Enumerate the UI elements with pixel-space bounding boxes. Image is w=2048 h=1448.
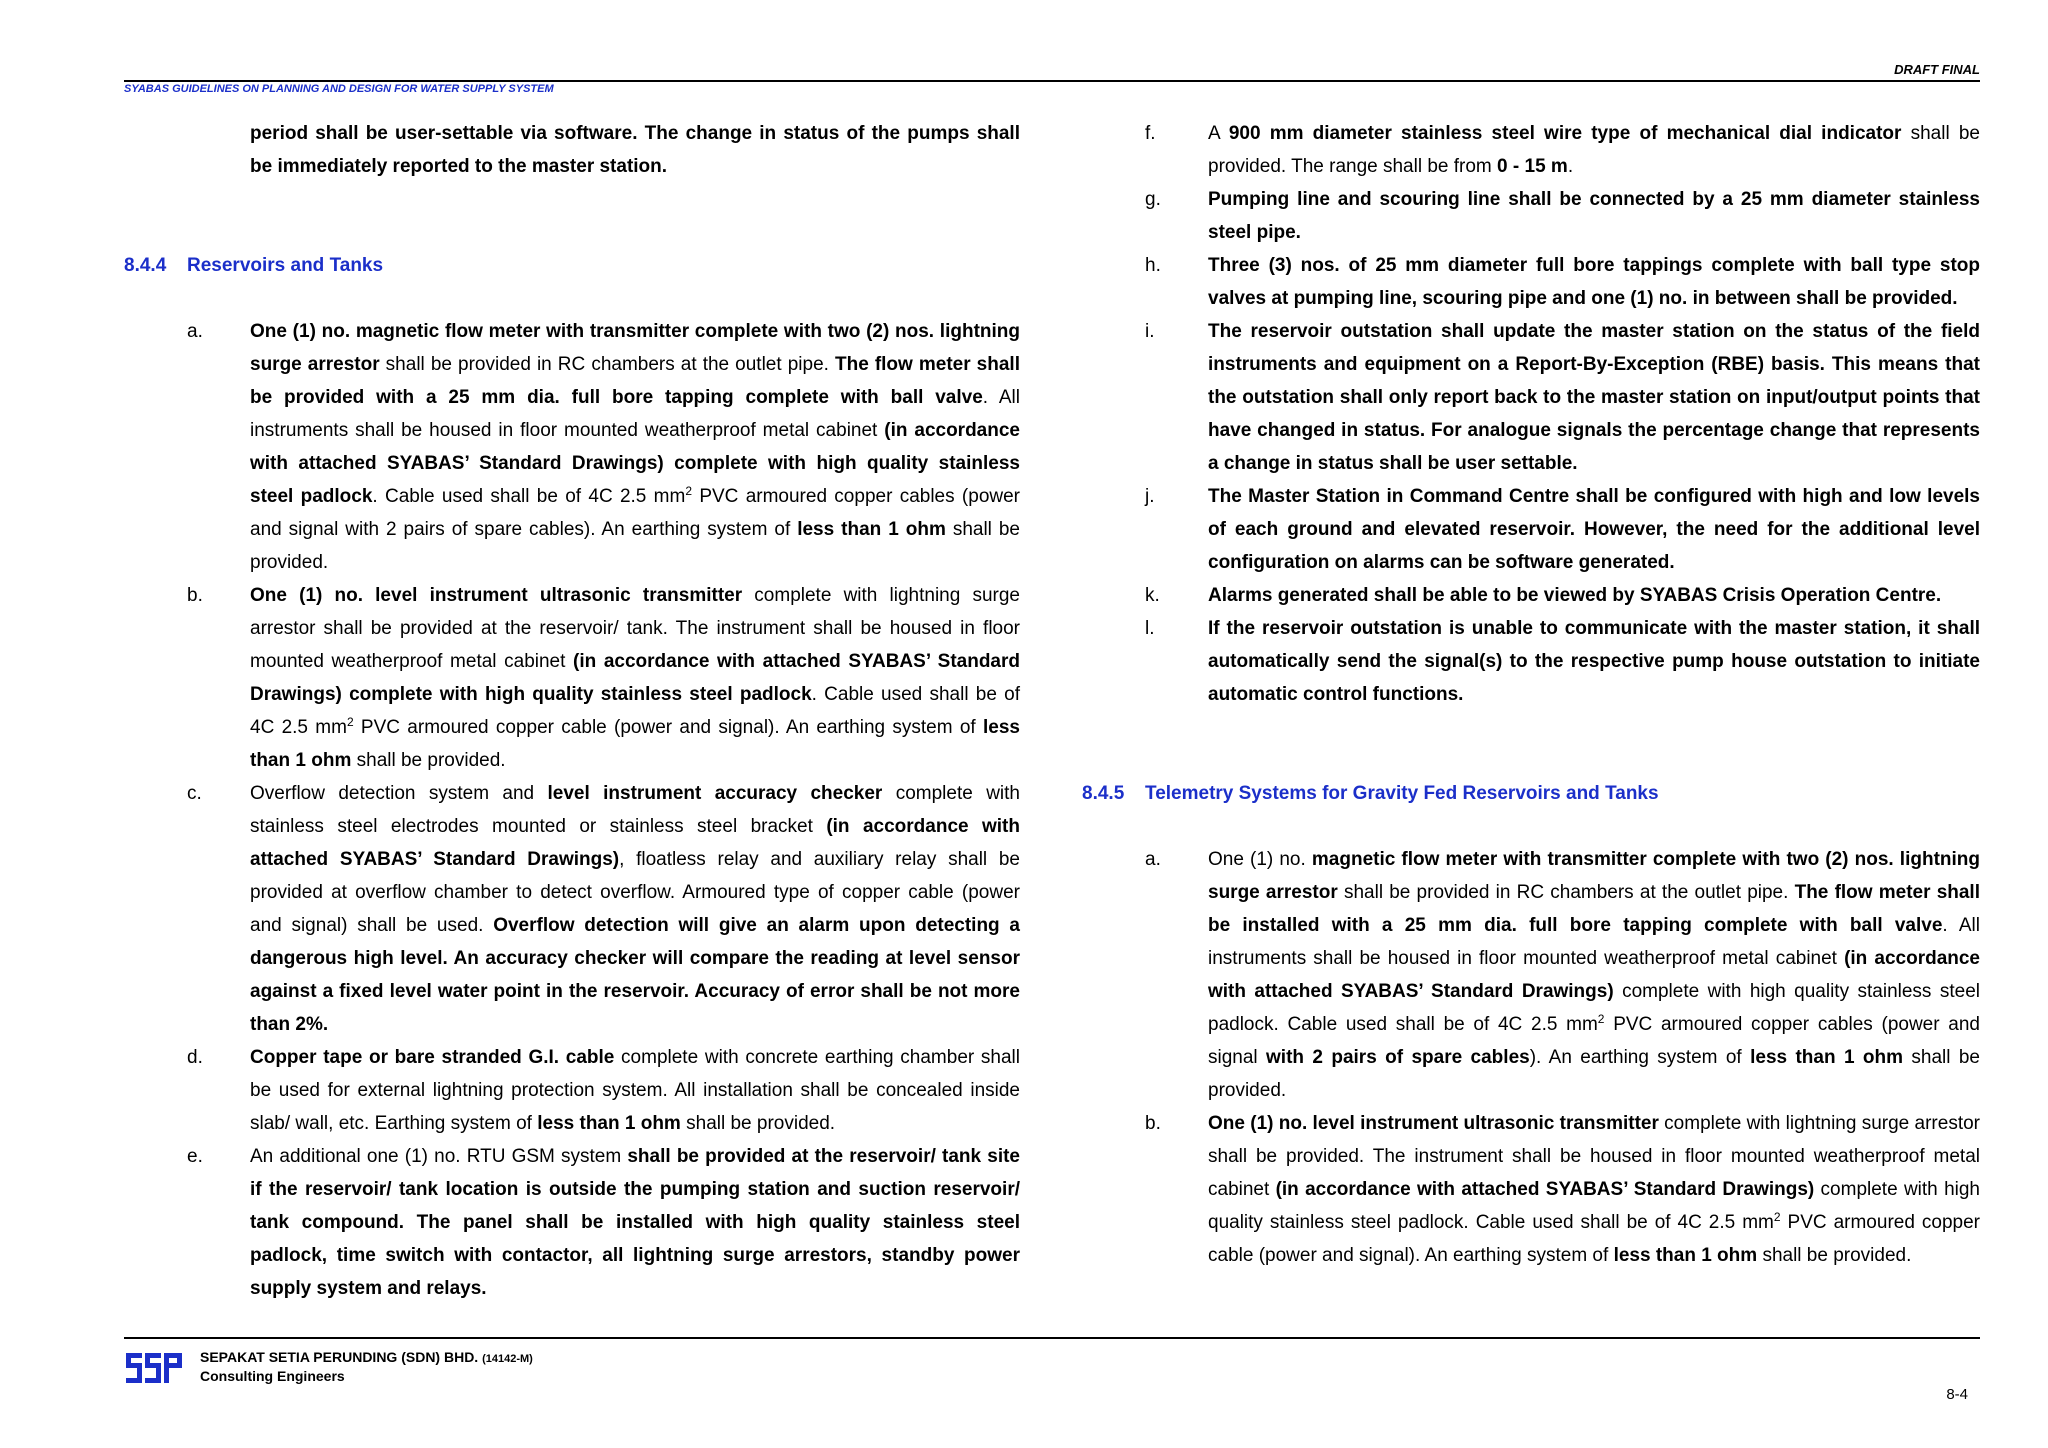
list-item-body [250,315,1020,579]
list-item [1082,843,1980,1107]
list-item [124,579,1020,777]
list-item [1082,249,1980,315]
text: . All instruments shall be housed in floor mounted weatherproof metal cabinet [1208,915,1980,969]
list-item-label: g. [1145,189,1161,210]
bold-text: Alarms generated shall be able to be viewed by SYABAS Crisis Operation Centre. [1208,585,1942,606]
superscript: 2 [685,484,693,498]
list-item-label: e. [187,1146,203,1167]
list-item-body [1208,612,1980,711]
telemetry-items-list [1082,843,1980,1272]
list-item-label: h. [1145,255,1161,276]
continuation-paragraph [124,117,1020,183]
bold-text: (in accordance with attached SYABAS’ Standard Drawings) complete with high quality stainless steel padlock [250,420,1020,507]
bold-text: with 2 pairs of spare cables [1266,1047,1530,1068]
draft-status-label: DRAFT FINAL [1894,62,1980,77]
text: complete with stainless steel electrodes mounted or stainless steel bracket [250,783,1020,837]
list-item [124,1140,1020,1305]
superscript: 2 [346,715,354,729]
text: A [1208,123,1229,144]
section-number: 8.4.5 [1082,783,1125,804]
document-title: SYABAS GUIDELINES ON PLANNING AND DESIGN FOR WATER SUPPLY SYSTEM [124,83,554,95]
list-item-body [1208,117,1980,183]
text: complete with lightning surge arrestor shall be provided. The instrument shall be housed in floor mounted weatherproof metal cabinet [1208,1113,1980,1200]
text: PVC armoured copper cables (power and signal with 2 pairs of spare cables). An earthing system of [250,486,1021,540]
list-item-label: a. [1145,849,1161,870]
bold-text: The Master Station in Command Centre shall be configured with high and low levels of each ground and elevated reservoir. However, the need for the additional level configuration on alarms can be software generated. [1208,486,1980,573]
section-heading-8-4-5 [1082,777,1980,810]
text: ). An earthing system of [1529,1047,1751,1068]
text: . [1567,156,1574,177]
list-item-label: l. [1145,618,1155,639]
bold-text: One (1) no. magnetic flow meter with transmitter complete with two (2) nos. lightning surge arrestor [250,321,1020,375]
bold-text: less than 1 ohm [797,519,946,540]
bold-text: less than 1 ohm [1750,1047,1903,1068]
bold-text: Overflow detection will give an alarm upon detecting a dangerous high level. An accuracy checker will compare the reading at level sensor against a fixed level water point in the reservoir. Accuracy of error shall be not more than 2%. [250,915,1020,1035]
superscript: 2 [1773,1210,1781,1224]
bold-text: One (1) no. level instrument ultrasonic transmitter [250,585,743,606]
reservoir-items-list [124,315,1020,1305]
list-item-label: f. [1145,123,1156,144]
list-item [1082,117,1980,183]
list-item [1082,480,1980,579]
bold-text: 900 mm diameter stainless steel wire type of mechanical dial indicator [1228,123,1902,144]
list-item-body [1208,315,1980,480]
list-item-label: b. [187,585,203,606]
section-number: 8.4.4 [124,255,167,276]
text: complete with concrete earthing chamber shall be used for external lightning protection system. All installation shall be concealed inside slab/ wall, etc. Earthing system of [250,1047,1020,1134]
text: complete with high quality stainless steel padlock. Cable used shall be of 4C 2.5 mm [1208,981,1980,1035]
text: Overflow detection system and [250,783,548,804]
bold-text: One (1) no. level instrument ultrasonic transmitter [1208,1113,1659,1134]
list-item-label: b. [1145,1113,1161,1134]
header-rule [124,80,1980,82]
text: . Cable used shall be of 4C 2.5 mm [250,684,1020,738]
list-item-body [1208,1107,1980,1272]
list-item [124,777,1020,1041]
text: PVC armoured copper cable (power and signal). An earthing system of [353,717,983,738]
text: PVC armoured copper cable (power and signal). An earthing system of [1208,1212,1980,1266]
bold-text: shall be provided at the reservoir/ tank site if the reservoir/ tank location is outside the pumping station and suction reservoir/ tank compound. The panel shall be installed with high quality stainless steel padlock, time switch with contactor, all lightning surge arrestors, standby power supply system and relays. [250,1146,1020,1299]
text: One (1) no. [1208,849,1312,870]
bold-text: less than 1 ohm [537,1113,681,1134]
list-item-body [250,1140,1020,1305]
bold-text: The reservoir outstation shall update the master station on the status of the field instruments and equipment on a Report-By-Exception (RBE) basis. This means that the outstation shall only report back to the master station on input/output points that have changed in status. For analogue signals the percentage change that represents a change in status shall be user settable. [1208,321,1980,474]
bold-text: less than 1 ohm [250,717,1020,771]
text: . Cable used shall be of 4C 2.5 mm [372,486,686,507]
text: shall be provided. [250,519,1020,573]
section-heading-8-4-4 [124,249,1020,282]
list-item-body [1208,843,1980,1107]
list-item [1082,1107,1980,1272]
company-name-text: SEPAKAT SETIA PERUNDING (SDN) BHD. [200,1349,479,1365]
text: . All instruments shall be housed in floor mounted weatherproof metal cabinet [250,387,1020,441]
list-item [1082,612,1980,711]
right-column [1082,117,1980,1272]
list-item [1082,183,1980,249]
bold-text: 0 - 15 m [1497,156,1568,177]
text: shall be provided. The range shall be from [1208,123,1980,177]
text: shall be provided in RC chambers at the outlet pipe. [1337,882,1795,903]
section-title: Telemetry Systems for Gravity Fed Reservoirs and Tanks [1145,783,1659,804]
list-item-body [250,777,1020,1041]
company-subtitle: Consulting Engineers [200,1368,345,1384]
text: complete with lightning surge arrestor shall be provided at the reservoir/ tank. The instrument shall be housed in floor mounted weatherproof metal cabinet [250,585,1020,672]
ssp-logo-icon [124,1349,184,1389]
text: , floatless relay and auxiliary relay shall be provided at overflow chamber to detect overflow. Armoured type of copper cable (power and signal) shall be used. [250,849,1020,936]
bold-text: Copper tape or bare stranded G.I. cable [250,1047,615,1068]
bold-text: The flow meter shall be installed with a 25 mm dia. full bore tapping complete with ball valve [1208,882,1980,936]
list-item-body [250,1041,1020,1140]
list-item [124,315,1020,579]
text: shall be provided. [680,1113,836,1134]
list-item-body [250,579,1020,777]
list-item-body [1208,579,1980,612]
bold-text: (in accordance with attached SYABAS’ Standard Drawings) [250,816,1020,870]
bold-text: magnetic flow meter with transmitter complete with two (2) nos. lightning surge arrestor [1208,849,1980,903]
bold-text: Pumping line and scouring line shall be connected by a 25 mm diameter stainless steel pipe. [1208,189,1980,243]
list-item-label: i. [1145,321,1155,342]
text: An additional one (1) no. RTU GSM system [250,1146,628,1167]
list-item-label: a. [187,321,203,342]
list-item-label: j. [1145,486,1155,507]
bold-text: level instrument accuracy checker [547,783,883,804]
bold-text: Three (3) nos. of 25 mm diameter full bore tappings complete with ball type stop valves at pumping line, scouring pipe and one (1) no. in between shall be provided. [1208,255,1980,309]
bold-text: The flow meter shall be provided with a 25 mm dia. full bore tapping complete with ball valve [250,354,1020,408]
bold-text: If the reservoir outstation is unable to communicate with the master station, it shall automatically send the signal(s) to the respective pump house outstation to initiate automatic control functions. [1208,618,1980,705]
list-item [124,1041,1020,1140]
bold-text: (in accordance with attached SYABAS’ Standard Drawings) [1275,1179,1815,1200]
list-item-label: k. [1145,585,1160,606]
footer-rule [124,1337,1980,1339]
text: shall be provided. [1757,1245,1912,1266]
company-name [200,1349,533,1365]
bold-text: (in accordance with attached SYABAS’ Standard Drawings) complete with high quality stainless steel padlock [250,651,1020,705]
list-item-body [1208,183,1980,249]
left-column [124,117,1020,1305]
company-registration: (14142-M) [482,1353,533,1365]
list-item-body [1208,480,1980,579]
section-title: Reservoirs and Tanks [187,255,384,276]
list-item-body [1208,249,1980,315]
text: shall be provided. [351,750,506,771]
text: PVC armoured copper cables (power and signal [1208,1014,1980,1068]
list-item-label: d. [187,1047,203,1068]
bold-text: period shall be user-settable via software. The change in status of the pumps shall be immediately reported to the master station. [250,123,1020,177]
bold-text: (in accordance with attached SYABAS’ Standard Drawings) [1208,948,1981,1002]
list-item [1082,579,1980,612]
text: shall be provided in RC chambers at the outlet pipe. [379,354,835,375]
list-item [1082,315,1980,480]
superscript: 2 [1597,1012,1605,1026]
page-number: 8-4 [1946,1386,1968,1403]
list-item-label: c. [187,783,202,804]
bold-text: less than 1 ohm [1613,1245,1758,1266]
reservoir-items-list-continued [1082,117,1980,711]
text: complete with high quality stainless steel padlock. Cable used shall be of 4C 2.5 mm [1208,1179,1980,1233]
text: shall be provided. [1208,1047,1980,1101]
